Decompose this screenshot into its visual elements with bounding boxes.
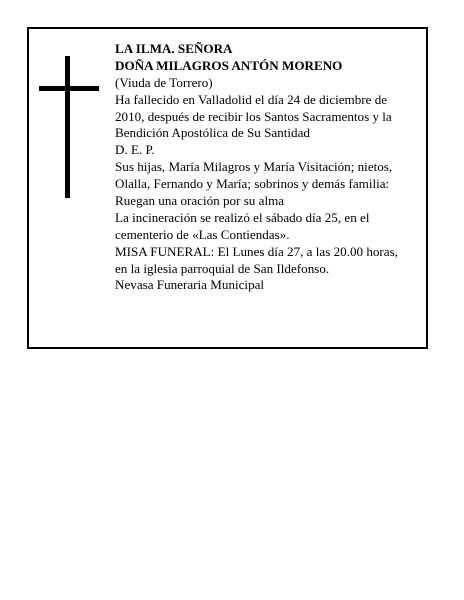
body-line-9: cementerio de «Las Contiendas».	[115, 226, 290, 242]
deceased-name: DOÑA MILAGROS ANTÓN MORENO	[115, 57, 343, 73]
body-line-3: Bendición Apostólica de Su Santidad	[115, 125, 310, 141]
obituary-notice	[27, 27, 428, 349]
cross-vertical-bar	[65, 56, 70, 198]
body-line-11: en la iglesia parroquial de San Ildefonso.	[115, 260, 330, 276]
body-line-4: D. E. P.	[115, 142, 155, 158]
body-line-1: Ha fallecido en Valladolid el día 24 de diciembre de	[115, 91, 388, 107]
body-line-2: 2010, después de recibir los Santos Sacramentos y la	[115, 108, 392, 124]
obituary-text	[115, 41, 423, 294]
body-line-12: Nevasa Funeraria Municipal	[115, 277, 265, 293]
subtitle: (Viuda de Torrero)	[115, 74, 213, 90]
body-line-8: La incineración se realizó el sábado día 25, en el	[115, 209, 370, 225]
body-line-7: Ruegan una oración por su alma	[115, 193, 285, 209]
body-line-5: Sus hijas, María Milagros y María Visitación; nietos,	[115, 159, 393, 175]
body-line-10: MISA FUNERAL: El Lunes día 27, a las 20.00 horas,	[115, 243, 398, 259]
cross-horizontal-bar	[39, 86, 99, 91]
body-line-6: Olalla, Fernando y María; sobrinos y demás familia:	[115, 176, 390, 192]
cross-icon	[39, 56, 99, 198]
title-line-1: LA ILMA. SEÑORA	[115, 41, 233, 56]
